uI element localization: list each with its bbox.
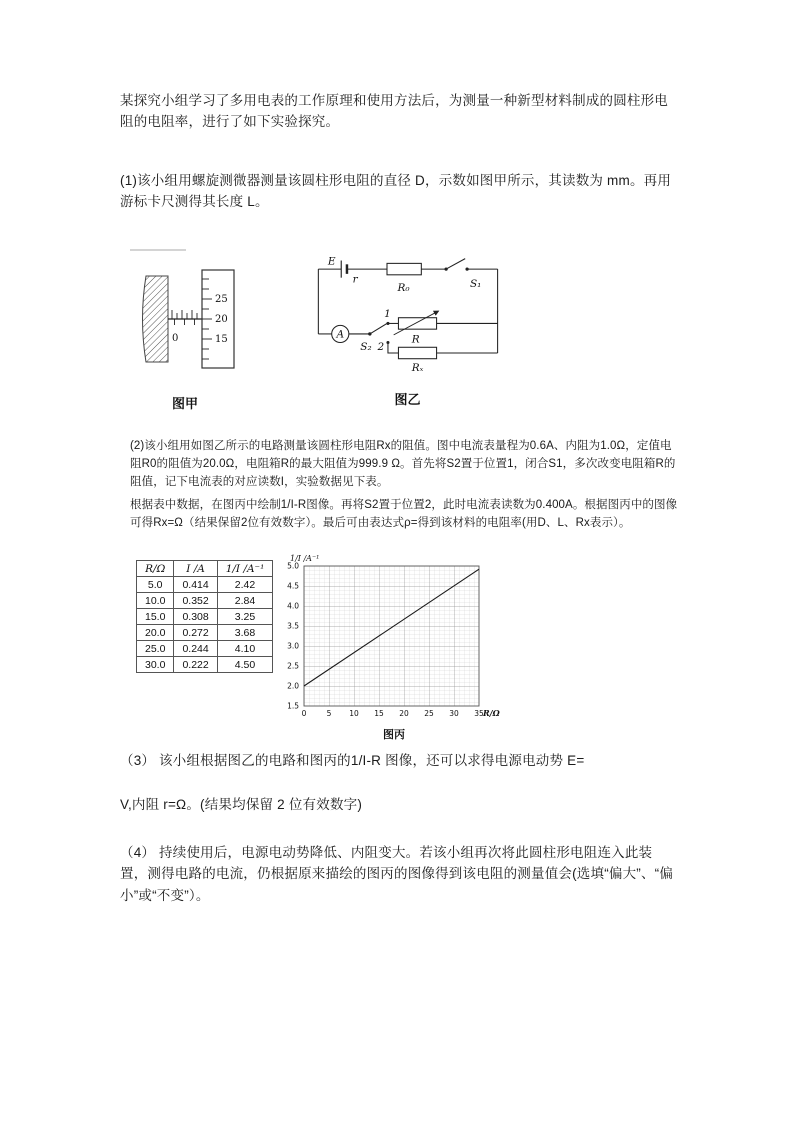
- table-cell: 0.272: [174, 625, 217, 641]
- resistor-R0: [387, 263, 421, 274]
- micrometer-figure: [122, 246, 248, 412]
- part2-block: [130, 438, 678, 539]
- y-tick-label: 4.0: [287, 601, 299, 611]
- y-tick-label: 2.5: [287, 661, 299, 671]
- label-S2: S₂: [360, 341, 372, 354]
- x-tick-label: 25: [424, 709, 434, 718]
- y-tick-label: 2.0: [287, 681, 299, 691]
- table-cell: 0.222: [174, 657, 217, 673]
- table-row: [137, 577, 273, 593]
- table-cell: 0.244: [174, 641, 217, 657]
- part4-paragraph: （4） 持续使用后，电源电动势降低、内阻变大。若该小组再次将此圆柱形电阻连入此装置，测得电路的电流，仍根据原来描绘的图丙的图像得到该电阻的测量值会(选填“偏大”、“偏小”或“不变”）。: [120, 845, 674, 903]
- table-row: [137, 641, 273, 657]
- label-2: 2: [377, 341, 385, 354]
- table-cell: 2.84: [217, 593, 273, 609]
- resistance-box-R: [398, 318, 436, 329]
- label-R: R: [411, 333, 420, 346]
- table-row: [137, 593, 273, 609]
- table-header-row: [137, 561, 273, 577]
- thimble-15-label: 15: [215, 334, 228, 345]
- label-S1: S₁: [469, 278, 482, 291]
- table-cell: 0.352: [174, 593, 217, 609]
- table-header-cell: R/Ω: [137, 561, 174, 577]
- table-cell: 0.308: [174, 609, 217, 625]
- part2b-paragraph: 根据表中数据，在图丙中绘制1/I-R图像。再将S2置于位置2，此时电流表读数为0.400A。根据图丙中的图像可得Rx=Ω（结果保留2位有效数字）。最后可由表达式ρ=得到该材料的电阻率(用D、L、Rx表示）。: [130, 499, 678, 530]
- figure-bing-caption: 图丙: [383, 729, 405, 741]
- graph-ylabel: 1/I /A⁻¹: [290, 554, 320, 563]
- label-r: r: [352, 273, 358, 286]
- table-cell: 30.0: [137, 657, 174, 673]
- resistor-Rx: [398, 347, 436, 358]
- intro-paragraph: 某探究小组学习了多用电表的工作原理和使用方法后，为测量一种新型材料制成的圆柱形电阻的电阻率，进行了如下实验探究。: [120, 93, 668, 130]
- y-tick-label: 5.0: [287, 561, 299, 571]
- graph-plot-area: [287, 562, 484, 719]
- table-header-cell: 1/I /A⁻¹: [217, 561, 273, 577]
- table-cell: 2.42: [217, 577, 273, 593]
- table-row: [137, 625, 273, 641]
- y-tick-label: 3.0: [287, 641, 299, 651]
- y-tick-label: 3.5: [287, 621, 299, 631]
- table-row: [137, 609, 273, 625]
- y-tick-label: 1.5: [287, 701, 299, 711]
- x-tick-label: 5: [326, 709, 332, 718]
- table-cell: 20.0: [137, 625, 174, 641]
- y-tick-label: 4.5: [287, 581, 299, 591]
- switch-S2-lever: [370, 323, 387, 333]
- table-cell: 15.0: [137, 609, 174, 625]
- circuit-figure: [305, 250, 510, 408]
- part1-paragraph: (1)该小组用螺旋测微器测量该圆柱形电阻的直径 D，示数如图甲所示，其读数为 mm。再用游标卡尺测得其长度 L。: [120, 173, 672, 210]
- label-1: 1: [384, 307, 391, 320]
- figure-jia-caption: 图甲: [171, 396, 198, 411]
- table-cell: 3.25: [217, 609, 273, 625]
- graph-drawing: [274, 552, 514, 720]
- part3a-paragraph: （3） 该小组根据图乙的电路和图丙的1/I-R 图像，还可以求得电源电动势 E=: [120, 753, 585, 768]
- figure-yi-caption: 图乙: [394, 392, 421, 407]
- label-Rx: Rₓ: [411, 362, 424, 374]
- table-cell: 0.414: [174, 577, 217, 593]
- x-tick-label: 20: [399, 709, 409, 718]
- table-cell: 5.0: [137, 577, 174, 593]
- x-tick-label: 10: [349, 709, 359, 718]
- micrometer-drawing: [122, 246, 248, 384]
- part3b-paragraph: V,内阻 r=Ω。(结果均保留 2 位有效数字): [120, 797, 363, 812]
- circuit-drawing: [305, 250, 510, 374]
- label-E: E: [327, 255, 336, 268]
- graph-xlabel: R/Ω: [483, 708, 500, 718]
- table-cell: 10.0: [137, 593, 174, 609]
- table-cell: 4.50: [217, 657, 273, 673]
- main-scale-zero-label: 0: [172, 333, 179, 344]
- graph-figure: [274, 552, 514, 742]
- micrometer-frame: [143, 276, 169, 362]
- table-body: [137, 577, 273, 673]
- table-cell: 25.0: [137, 641, 174, 657]
- x-tick-label: 15: [374, 709, 384, 718]
- part2a-paragraph: (2)该小组用如图乙所示的电路测量该圆柱形电阻Rx的阻值。图中电流表量程为0.6A、内阻为1.0Ω，定值电阻R0的阻值为20.0Ω，电阻箱R的最大阻值为999.9 Ω。首先将S2置于位置1，闭合S1，多次改变电阻箱R的阻值，记下电流表的对应读数I，实验数据见下表。: [130, 440, 676, 488]
- main-scale-ticks: [172, 310, 197, 325]
- x-tick-label: 35: [474, 709, 484, 718]
- thimble-25-label: 25: [215, 294, 228, 305]
- label-A: A: [336, 328, 345, 341]
- table-row: [137, 657, 273, 673]
- x-tick-label: 0: [301, 709, 307, 718]
- label-R0: R₀: [397, 282, 410, 295]
- data-table: [136, 560, 273, 673]
- table-cell: 4.10: [217, 641, 273, 657]
- switch-S1-lever: [446, 259, 465, 269]
- table-cell: 3.68: [217, 625, 273, 641]
- x-tick-label: 30: [449, 709, 459, 718]
- thimble-20-label: 20: [215, 314, 228, 325]
- table-header-cell: I /A: [174, 561, 217, 577]
- rheostat-arrow: [394, 311, 439, 335]
